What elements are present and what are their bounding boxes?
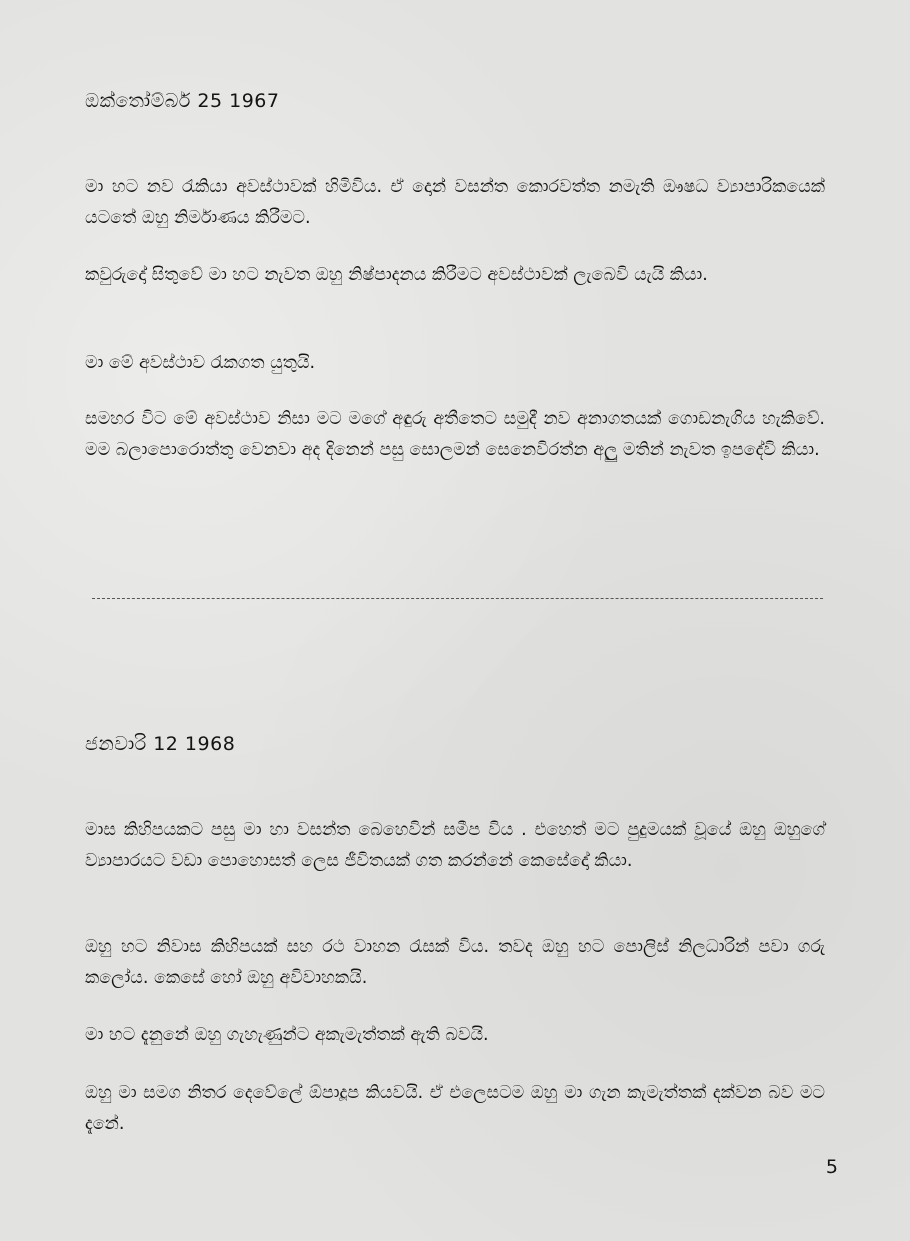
paragraph: මා හට දැනුනේ ඔහු ගැහැණුන්ට අකැමැත්තක් ඇති බවයි. [85,1025,489,1045]
paragraph: කවුරුදෝ සිතුවේ මා හට නැවත ඔහු නිෂ්පාදනය කිරීමට අවස්ථාවක් ලැබෙවි යැයි කියා. [85,265,708,285]
paragraph: මා මේ අවස්ථාව රැකගත යුතුයි. [85,353,316,373]
paragraph: ඔහු හට නිවාස කිහිපයක් සහ රථ වාහන රැසක් විය. තවද ඔහු හට පොලිස් නිලධාරින් පවා ගරු කලෝය. කෙසේ හෝ ඔහු අවිවාහකයි. [85,937,825,988]
paragraph: ඔහු මා සමග නිතර දෙවේලේ ඕපාදූප කියවයි. ඒ එලෙසටම ඔහු මා ගැන කැමැත්තක් දක්වන බව මට දැනේ. [85,1083,825,1134]
paragraph: සමහර විට මේ අවස්ථාව නිසා මට මගේ අඳුරු අතීතෙට සමුදී නව අනාගතයක් ගොඩනැගිය හැකිවේ. මම බලාපොරොත්තු වෙනවා අද දිනෙන් පසු සොලමන් සෙනෙවිරත්න අලුු මතින් නැවත ඉපදේවි කියා. [85,409,826,460]
entry-date: ජනවාරි 12 1968 [85,733,236,755]
paragraph: මා හට නව රැකියා අවස්ථාවක් හිමිවිය. ඒ දොන් වසන්ත කොරවත්ත නමැති ඖෂධ ව්‍යාපාරිකයෙක් යටතේ ඔහු නිර්මාණය කිරීමට. [85,177,825,228]
page-number: 5 [825,1156,838,1178]
section-divider [92,598,823,599]
paragraph: මාස කිහිපයකට පසු මා හා වසන්ත බෙහෙවින් සමීප විය . එහෙත් මට පුදුමයක් වූයේ ඔහු ඔහුගේ ව්‍යාපාරයට වඩා පොහොසත් ලෙස ජීවිතයක් ගත කරන්නේ කෙසේදෝ කියා. [85,820,825,871]
entry-date: ඔක්තෝම්බර් 25 1967 [85,90,280,112]
